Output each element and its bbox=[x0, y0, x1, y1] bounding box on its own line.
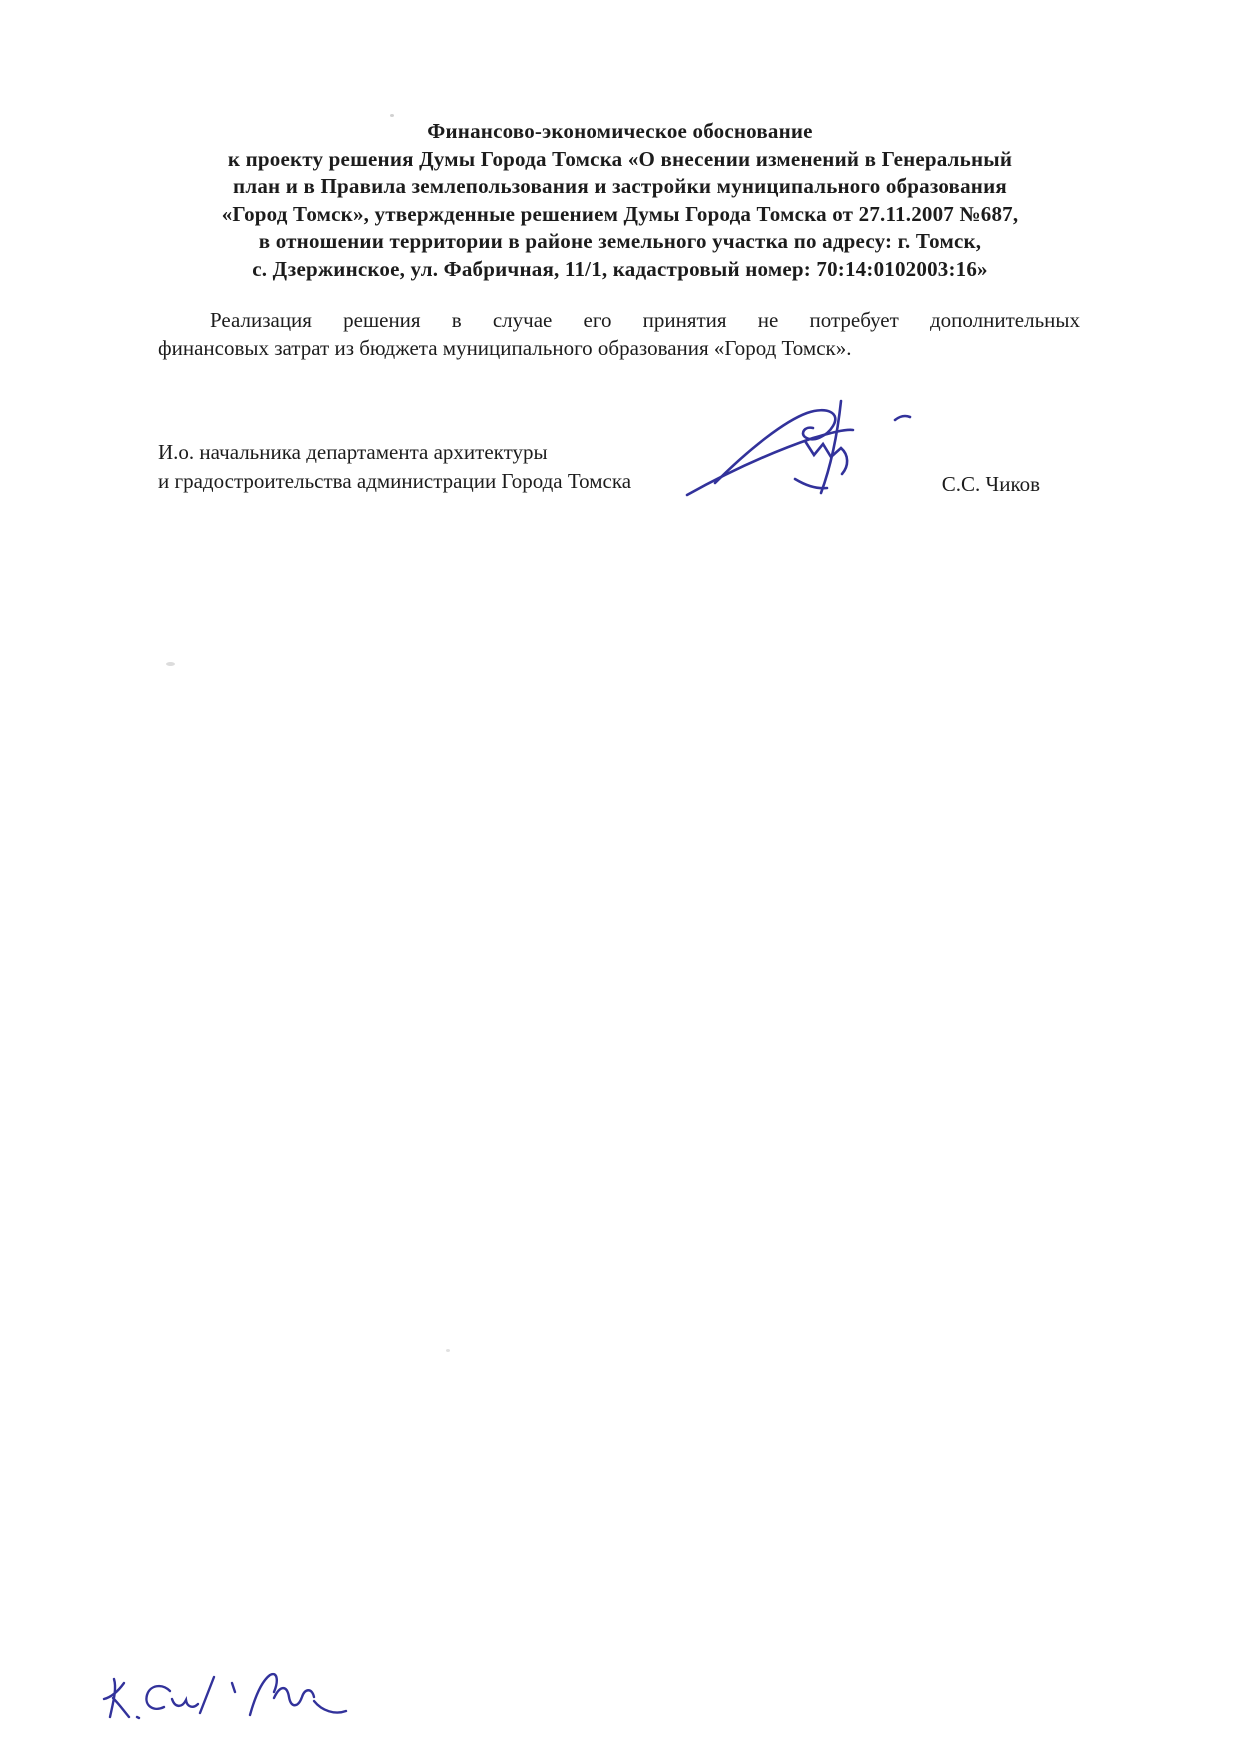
body-paragraph bbox=[158, 306, 1080, 362]
scan-speck bbox=[446, 1349, 450, 1352]
signoff-position-line-2: и градостроительства администрации Города Томска bbox=[158, 468, 632, 493]
title-line-5: в отношении территории в районе земельного участка по адресу: г. Томск, bbox=[258, 229, 982, 253]
title-line-1: Финансово-экономическое обоснование bbox=[427, 119, 813, 143]
title-line-3: план и в Правила землепользования и застройки муниципального образования bbox=[233, 174, 1007, 198]
body-line-1: Реализация решения в случае его принятия не потребует дополнительных bbox=[210, 308, 1080, 332]
title-line-6: с. Дзержинское, ул. Фабричная, 11/1, кадастровый номер: 70:14:0102003:16» bbox=[252, 256, 988, 281]
signoff-position-title bbox=[158, 438, 718, 495]
body-line-2: финансовых затрат из бюджета муниципального образования «Город Томск». bbox=[158, 336, 852, 360]
scan-smudge bbox=[166, 662, 175, 666]
handwritten-note-ink bbox=[92, 1665, 354, 1740]
signer-name: С.С. Чиков bbox=[941, 472, 1040, 496]
document-title bbox=[120, 118, 1120, 283]
handwritten-signature-ink bbox=[655, 393, 915, 503]
signoff-position-line-1: И.о. начальника департамента архитектуры bbox=[158, 440, 548, 464]
title-line-4: «Город Томск», утвержденные решением Думы Города Томска от 27.11.2007 №687, bbox=[221, 201, 1019, 226]
title-line-2: к проекту решения Думы Города Томска «О внесении изменений в Генеральный bbox=[227, 146, 1013, 171]
scan-speck bbox=[390, 114, 394, 117]
